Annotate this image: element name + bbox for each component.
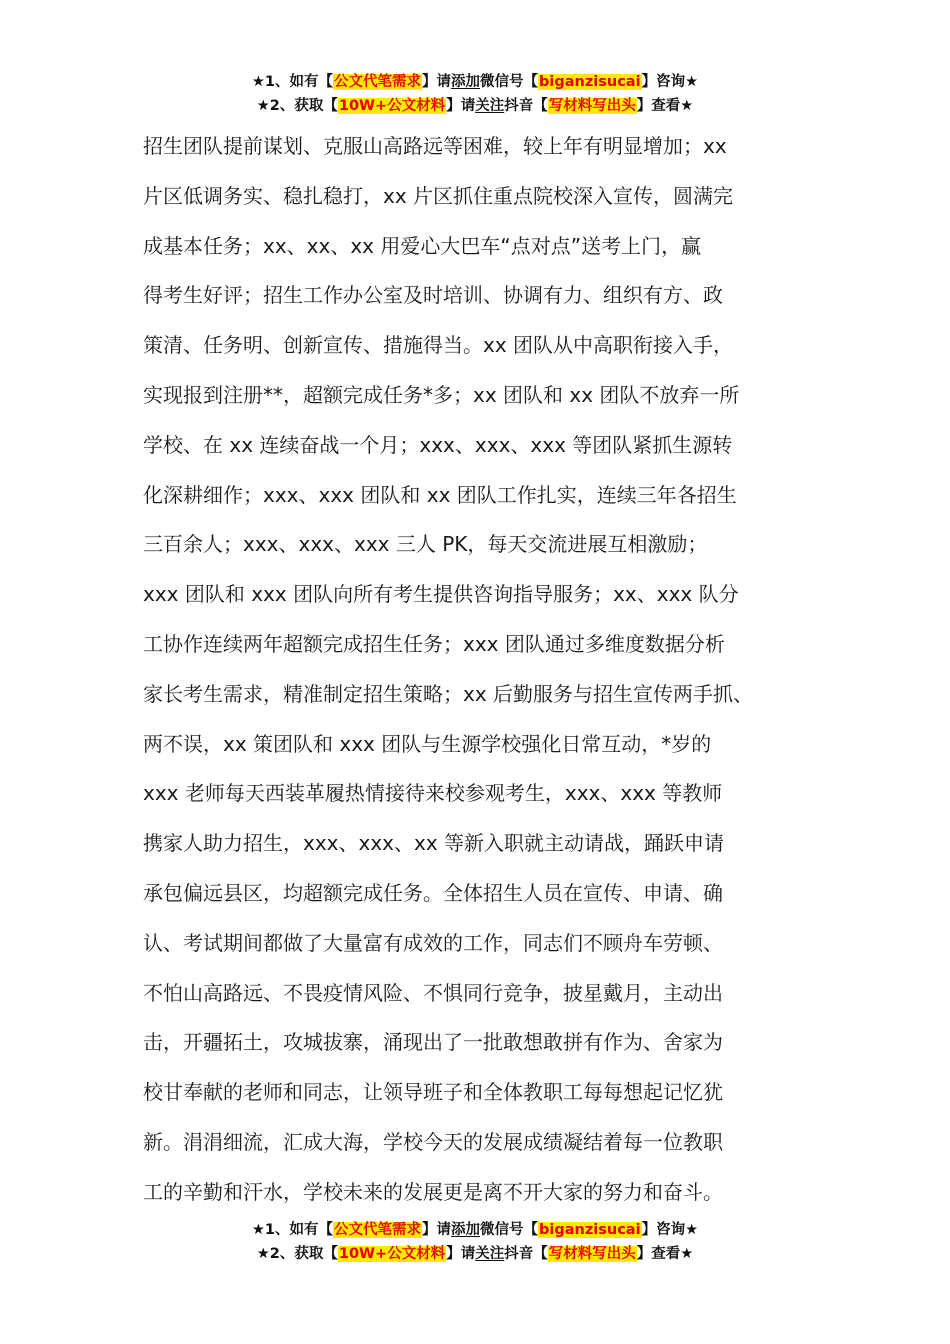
banner-line-2 [0,94,950,118]
body-line: 两不误，xx 策团队和 xxx 团队与生源学校强化日常互动，*岁的 [143,731,712,756]
body-line: 学校、在 xx 连续奋战一个月；xxx、xxx、xxx 等团队紧抓生源转 [143,432,733,457]
banner-text: 】咨询★ [641,1222,699,1238]
banner-text: 】查看★ [636,1246,694,1262]
banner-highlight: 写材料写出头 [548,98,636,114]
body-line: 工的辛勤和汗水，学校未来的发展更是离不开大家的努力和奋斗。 [143,1179,723,1204]
banner-underlined: 关注 [475,1246,505,1262]
body-line: 成基本任务；xx、xx、xx 用爱心大巴车“点对点”送考上门，赢 [143,233,702,258]
body-line: 工协作连续两年超额完成招生任务；xxx 团队通过多维度数据分析 [143,631,725,656]
banner-highlight: biganzisucai [539,74,641,90]
banner-highlight: biganzisucai [539,1222,641,1238]
body-line: 三百余人；xxx、xxx、xxx 三人 PK，每天交流进展互相激励； [143,532,708,557]
body-line: 片区低调务实、稳扎稳打，xx 片区抓住重点院校深入宣传，圆满完 [143,183,734,208]
banner-text: 抖音【 [504,98,548,114]
document-body [143,122,813,1218]
banner-text: 微信号【 [480,74,539,90]
banner-text: 】查看★ [636,98,694,114]
body-line: 认、考试期间都做了大量富有成效的工作，同志们不顾舟车劳顿、 [143,930,723,955]
body-line: 承包偏远县区，均超额完成任务。全体招生人员在宣传、申请、确 [143,880,723,905]
banner-text: ★1、如有【 [251,74,334,90]
banner-highlight: 写材料写出头 [548,1246,636,1262]
banner-text: ★1、如有【 [251,1222,334,1238]
banner-line-1 [0,1218,950,1242]
header-banner [0,70,950,118]
banner-highlight: 公文代笔需求 [334,74,422,90]
body-line: 化深耕细作；xxx、xxx 团队和 xx 团队工作扎实，连续三年各招生 [143,482,737,507]
banner-text: 抖音【 [504,1246,548,1262]
banner-line-2 [0,1242,950,1266]
footer-banner [0,1218,950,1266]
body-line: 携家人助力招生，xxx、xxx、xx 等新入职就主动请战，踊跃申请 [143,831,725,856]
banner-underlined: 添加 [451,1222,481,1238]
body-line: 校甘奉献的老师和同志，让领导班子和全体教职工每每想起记忆犹 [143,1080,723,1105]
body-line: 击，开疆拓土，攻城拔寨，涌现出了一批敢想敢拼有作为、舍家为 [143,1030,723,1055]
body-line: xxx 老师每天西装革履热情接待来校参观考生，xxx、xxx 等教师 [143,781,723,806]
banner-underlined: 添加 [451,74,481,90]
body-line: 不怕山高路远、不畏疫情风险、不惧同行竞争，披星戴月，主动出 [143,980,723,1005]
banner-text: 微信号【 [480,1222,539,1238]
banner-highlight: 公文代笔需求 [334,1222,422,1238]
body-line: 得考生好评；招生工作办公室及时培训、协调有力、组织有方、政 [143,283,723,308]
banner-text: ★2、获取【 [256,98,338,114]
banner-line-1 [0,70,950,94]
body-line: 实现报到注册**，超额完成任务*多；xx 团队和 xx 团队不放弃一所 [143,382,740,407]
banner-highlight: 10W+公文材料 [338,98,446,114]
banner-text: 】请 [446,1246,476,1262]
body-line: 策清、任务明、创新宣传、措施得当。xx 团队从中高职衔接入手， [143,333,734,358]
banner-text: 】请 [446,98,476,114]
banner-highlight: 10W+公文材料 [338,1246,446,1262]
body-line: 新。涓涓细流，汇成大海，学校今天的发展成绩凝结着每一位教职 [143,1129,723,1154]
body-line: xxx 团队和 xxx 团队向所有考生提供咨询指导服务；xx、xxx 队分 [143,582,739,607]
banner-text: 】咨询★ [641,74,699,90]
body-line: 家长考生需求，精准制定招生策略；xx 后勤服务与招生宣传两手抓、 [143,681,754,706]
body-line: 招生团队提前谋划、克服山高路远等困难，较上年有明显增加；xx [143,134,727,158]
banner-underlined: 关注 [475,98,505,114]
banner-text: 】请 [422,74,452,90]
banner-text: ★2、获取【 [256,1246,338,1262]
banner-text: 】请 [422,1222,452,1238]
